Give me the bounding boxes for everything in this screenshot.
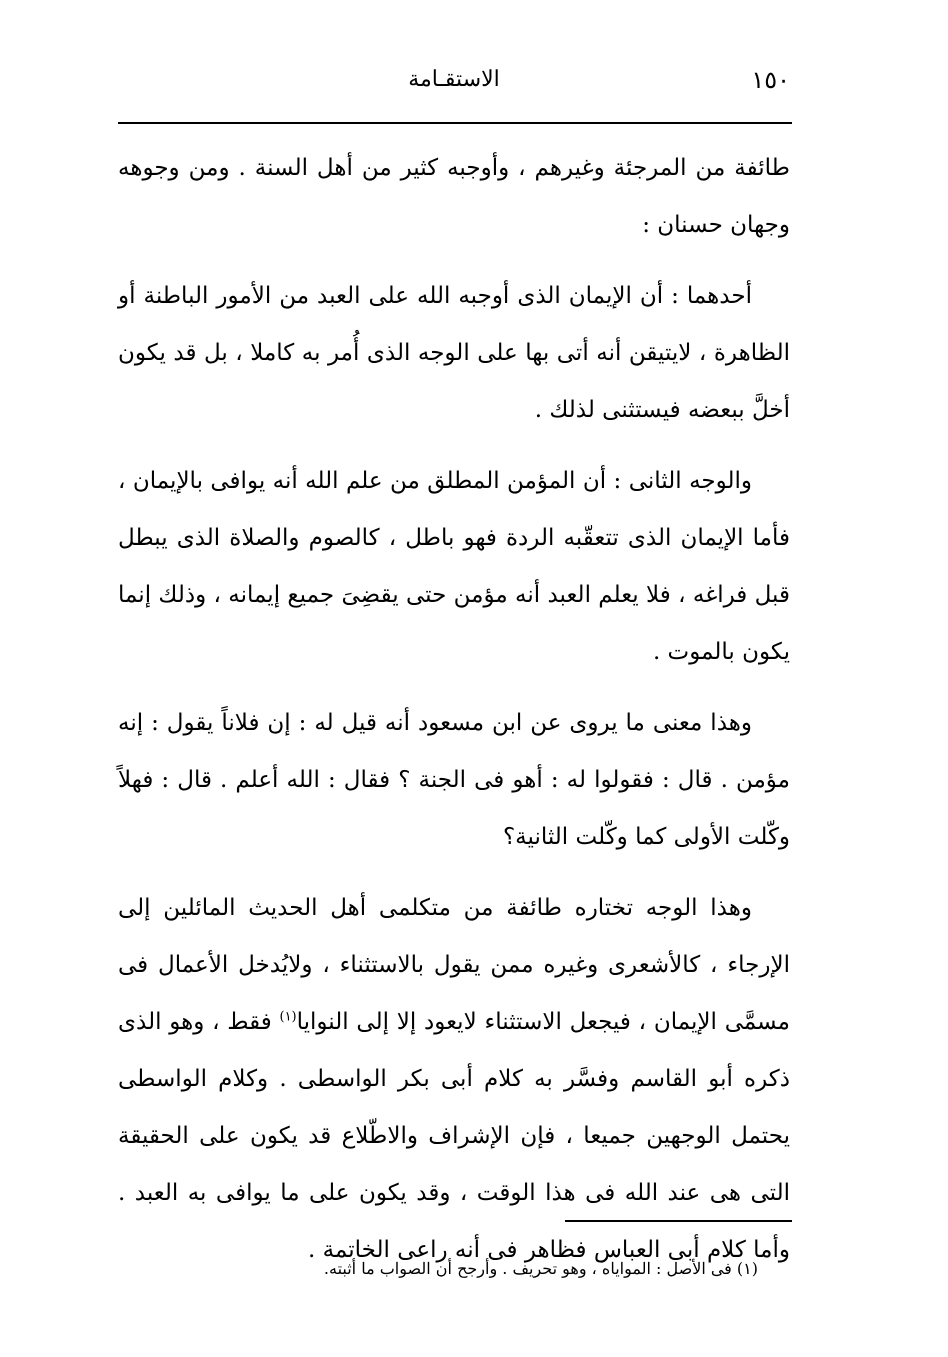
paragraph-5-part-1: وهذا الوجه تختاره طائفة من متكلمى أهل الحديث المائلين إلى الإرجاء ، كالأشعرى وغيره ممن يقول بالاستثناء ، ولايُدخل الأعمال فى مسمَّى الإيمان ، فيجعل الاستثناء لايعود إلا إلى النوايا [118, 895, 790, 1035]
footnote-reference: (١) [279, 1009, 297, 1025]
header-divider [118, 122, 792, 124]
main-text [118, 140, 790, 1293]
footnote: (١) فى الأصل : المواياه ، وهو تحريف . وأرجح أن الصواب ما أثبته. [323, 1259, 758, 1278]
paragraph-2: أحدهما : أن الإيمان الذى أوجبه الله على العبد من الأمور الباطنة أو الظاهرة ، لايتيقن أنه أتى بها على الوجه الذى أُمر به كاملا ، بل قد يكون أخلَّ ببعضه فيستثنى لذلك . [118, 283, 790, 423]
paragraph-4: وهذا معنى ما يروى عن ابن مسعود أنه قيل له : إن فلاناً يقول : إنه مؤمن . قال : فقولوا له : أهو فى الجنة ؟ فقال : الله أعلم . قال : فهلاً وكّلت الأولى كما وكّلت الثانية؟ [118, 710, 790, 850]
paragraph-3: والوجه الثانى : أن المؤمن المطلق من علم الله أنه يوافى بالإيمان ، فأما الإيمان الذى تتعقّبه الردة فهو باطل ، كالصوم والصلاة الذى يبطل قبل فراغه ، فلا يعلم العبد أنه مؤمن حتى يقضِىَ جميع إيمانه ، وذلك إنما يكون بالموت . [118, 468, 790, 665]
paragraph-1: طائفة من المرجئة وغيرهم ، وأوجبه كثير من أهل السنة . ومن وجوهه وجهان حسنان : [118, 155, 790, 238]
page-number: ١٥٠ [751, 66, 790, 94]
running-title: الاستقـامة [408, 67, 500, 92]
page-header [118, 60, 790, 100]
footnote-divider [565, 1220, 792, 1222]
paragraph-5-part-2: فقط ، وهو الذى ذكره أبو القاسم وفسَّر به كلام أبى بكر الواسطى . وكلام الواسطى يحتمل الوجهين جميعا ، فإن الإشراف والاطّلاع قد يكون على الحقيقة التى هى عند الله فى هذا الوقت ، وقد يكون على ما يوافى به العبد . وأما كلام أبى العباس فظاهر فى أنه راعى الخاتمة . [118, 1009, 790, 1263]
